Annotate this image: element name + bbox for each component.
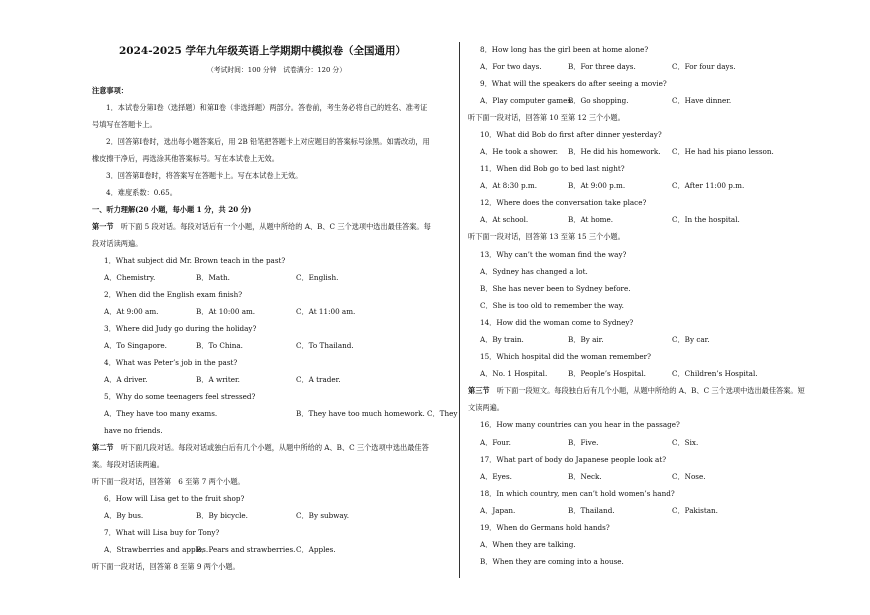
part-3-instruction: 第三节 听下面一段短文。每段独白后有几个小题，从题中所给的 A、B、C 三个选项中选出最佳答案。短: [468, 386, 805, 395]
q12-option-c: C．In the hospital.: [672, 215, 740, 224]
question-16: 16．How many countries can you hear in the passage?: [480, 420, 680, 429]
part-2-instruction: 第二节 听下面几段对话。每段对话或独白后有几个小题，从题中所给的 A、B、C 三个选项中选出最佳答: [92, 443, 429, 452]
q4-option-c: C．A trader.: [296, 375, 341, 384]
q10-option-b: B．He did his homework.: [568, 147, 661, 156]
notice-2: 2．回答第Ⅰ卷时，选出每小题答案后，用 2B 铅笔把答题卡上对应题目的答案标号涂黑。如需改动，用: [106, 137, 430, 146]
exam-title: 2024-2025 学年九年级英语上学期期中模拟卷（全国通用）: [119, 45, 406, 57]
q12-option-b: B．At home.: [568, 215, 614, 224]
part-1-instruction-cont: 段对话读两遍。: [92, 239, 143, 248]
exam-subtitle: （考试时间：100 分钟 试卷满分：120 分）: [207, 66, 347, 74]
q2-option-b: B．At 10:00 am.: [196, 307, 256, 316]
question-7: 7．What will Lisa buy for Tony?: [104, 528, 220, 537]
q9-option-a: A．Play computer games.: [480, 96, 574, 105]
q12-option-a: A．At school.: [480, 215, 529, 224]
question-17: 17．What part of body do Japanese people look at?: [480, 455, 667, 464]
q17-option-a: A．Eyes.: [480, 472, 512, 481]
q2-option-c: C．At 11:00 am.: [296, 307, 356, 316]
q6-option-c: C．By subway.: [296, 511, 350, 520]
section-1-heading: 一、听力理解(20 小题，每小题 1 分，共 20 分): [92, 205, 252, 214]
q18-option-b: B．Thailand.: [568, 506, 615, 515]
notice-2-cont: 橡皮擦干净后，再选涂其他答案标号。写在本试卷上无效。: [92, 154, 279, 163]
q7-option-a: A．Strawberries and apples.: [104, 545, 209, 554]
q10-option-c: C．He had his piano lesson.: [672, 147, 774, 156]
notice-1-cont: 号填写在答题卡上。: [92, 120, 157, 129]
listen-instruction-13: 听下面一段对话，回答第 13 至第 15 三个小题。: [468, 232, 625, 241]
q16-option-a: A．Four.: [480, 438, 511, 447]
notice-heading: 注意事项：: [92, 86, 128, 95]
q9-option-b: B．Go shopping.: [568, 96, 629, 105]
question-10: 10．What did Bob do first after dinner yesterday?: [480, 130, 662, 139]
notice-3: 3．回答第Ⅱ卷时，将答案写在答题卡上。写在本试卷上无效。: [106, 171, 303, 180]
notice-4: 4．难度系数：0.65。: [106, 188, 177, 197]
q18-option-c: C．Pakistan.: [672, 506, 718, 515]
q1-option-b: B．Math.: [196, 273, 230, 282]
listen-instruction-10: 听下面一段对话，回答第 10 至第 12 三个小题。: [468, 113, 625, 122]
q11-option-c: C．After 11:00 p.m.: [672, 181, 745, 190]
column-divider: [459, 42, 460, 578]
q16-option-c: C．Six.: [672, 438, 699, 447]
q3-option-b: B．To China.: [196, 341, 243, 350]
question-13: 13．Why can’t the woman find the way?: [480, 250, 627, 259]
question-8: 8．How long has the girl been at home alone?: [480, 45, 649, 54]
question-14: 14．How did the woman come to Sydney?: [480, 318, 634, 327]
question-6: 6．How will Lisa get to the fruit shop?: [104, 494, 245, 503]
q13-option-c: C．She is too old to remember the way.: [480, 301, 624, 310]
part-1-instruction: 第一节 听下面 5 段对话。每段对话后有一个小题，从题中所给的 A、B、C 三个选项中选出最佳答案。每: [92, 222, 431, 231]
q18-option-a: A．Japan.: [480, 506, 516, 515]
part-2-instruction-cont: 案。每段对话读两遍。: [92, 460, 164, 469]
question-11: 11．When did Bob go to bed last night?: [480, 164, 625, 173]
q17-option-b: B．Neck.: [568, 472, 602, 481]
q10-option-a: A．He took a shower.: [480, 147, 558, 156]
q13-option-a: A．Sydney has changed a lot.: [480, 267, 588, 276]
q7-option-c: C．Apples.: [296, 545, 336, 554]
q19-option-b: B．When they are coming into a house.: [480, 557, 624, 566]
q5-option-b: B．They have too much homework.: [296, 409, 425, 418]
listen-instruction-8: 听下面一段对话，回答第 8 至第 9 两个小题。: [92, 562, 240, 571]
q17-option-c: C．Nose.: [672, 472, 706, 481]
q8-option-b: B．For three days.: [568, 62, 636, 71]
q4-option-a: A．A driver.: [104, 375, 148, 384]
question-1: 1．What subject did Mr. Brown teach in the past?: [104, 256, 286, 265]
question-12: 12．Where does the conversation take place?: [480, 198, 647, 207]
q1-option-c: C．English.: [296, 273, 339, 282]
question-4: 4．What was Peter’s job in the past?: [104, 358, 238, 367]
q5-option-c-cont: have no friends.: [104, 426, 163, 435]
question-3: 3．Where did Judy go during the holiday?: [104, 324, 257, 333]
part-3-instruction-cont: 文读两遍。: [468, 403, 504, 412]
q11-option-b: B．At 9:00 p.m.: [568, 181, 626, 190]
question-19: 19．When do Germans hold hands?: [480, 523, 610, 532]
q11-option-a: A．At 8:30 p.m.: [480, 181, 538, 190]
listen-instruction-6: 听下面一段对话，回答第 6 至第 7 两个小题。: [92, 477, 245, 486]
question-18: 18．In which country, men can’t hold women’s hand?: [480, 489, 675, 498]
q15-option-a: A．No. 1 Hospital.: [480, 369, 548, 378]
q3-option-a: A．To Singapore.: [104, 341, 167, 350]
q14-option-c: C．By car.: [672, 335, 710, 344]
q4-option-b: B．A writer.: [196, 375, 240, 384]
q19-option-a: A．When they are talking.: [480, 540, 576, 549]
q7-option-b: B．Pears and strawberries.: [196, 545, 296, 554]
q5-option-c: C．They: [427, 409, 458, 418]
q16-option-b: B．Five.: [568, 438, 599, 447]
q2-option-a: A．At 9:00 am.: [104, 307, 159, 316]
question-9: 9．What will the speakers do after seeing a movie?: [480, 79, 667, 88]
q14-option-a: A．By train.: [480, 335, 524, 344]
question-2: 2．When did the English exam finish?: [104, 290, 243, 299]
q6-option-b: B．By bicycle.: [196, 511, 248, 520]
question-15: 15．Which hospital did the woman remember?: [480, 352, 651, 361]
q15-option-b: B．People’s Hospital.: [568, 369, 646, 378]
q8-option-a: A．For two days.: [480, 62, 542, 71]
q15-option-c: C．Children’s Hospital.: [672, 369, 758, 378]
question-5: 5．Why do some teenagers feel stressed?: [104, 392, 256, 401]
q1-option-a: A．Chemistry.: [104, 273, 156, 282]
q13-option-b: B．She has never been to Sydney before.: [480, 284, 631, 293]
q6-option-a: A．By bus.: [104, 511, 144, 520]
q8-option-c: C．For four days.: [672, 62, 736, 71]
q14-option-b: B．By air.: [568, 335, 604, 344]
q5-option-a: A．They have too many exams.: [104, 409, 218, 418]
q3-option-c: C．To Thailand.: [296, 341, 354, 350]
q9-option-c: C．Have dinner.: [672, 96, 732, 105]
notice-1: 1．本试卷分第Ⅰ卷（选择题）和第Ⅱ卷（非选择题）两部分。答卷前，考生务必将自己的姓名、准考证: [106, 103, 428, 112]
